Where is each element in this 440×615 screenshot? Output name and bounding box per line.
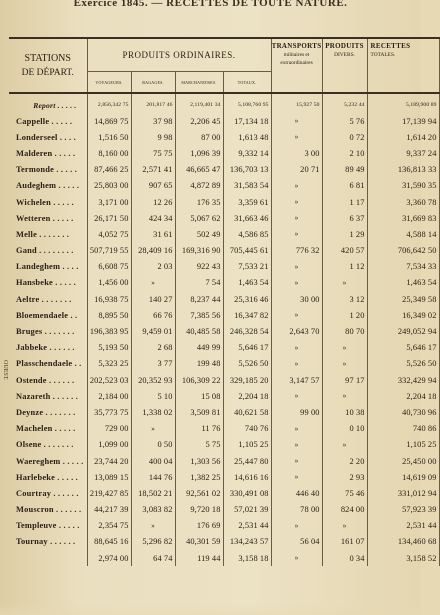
transports-cell: »	[271, 453, 322, 469]
station-cell: Olsene . . . . . . .	[9, 437, 87, 453]
station-cell: Harlebeke . . . . .	[9, 469, 87, 485]
marchandises-cell: 2,206 45	[175, 113, 223, 129]
marchandises-cell: 502 49	[175, 226, 223, 242]
totaux-cell: 330,491 08	[223, 485, 271, 501]
transports-header	[271, 38, 322, 93]
voyageurs-cell: 8,160 00	[87, 145, 131, 161]
bagages-cell: 140 27	[131, 291, 175, 307]
header-row-top	[9, 38, 439, 72]
recettes-cell: 25,450 00	[367, 453, 439, 469]
recettes-cell: 249,052 94	[367, 323, 439, 339]
divers-cell: »	[322, 356, 367, 372]
totaux-cell: 25,447 80	[223, 453, 271, 469]
totaux-cell: 136,703 13	[223, 162, 271, 178]
recettes-cell: 57,923 39	[367, 502, 439, 518]
totaux-cell: 246,328 54	[223, 323, 271, 339]
transports-cell: 20 71	[271, 162, 322, 178]
table-row	[9, 388, 439, 404]
totaux-cell: 329,185 20	[223, 372, 271, 388]
station-cell: Report . . . . .	[9, 93, 87, 113]
recettes-cell: 31,590 35	[367, 178, 439, 194]
voyageurs-cell: 25,803 00	[87, 178, 131, 194]
marchandises-cell: 119 44	[175, 550, 223, 566]
divers-cell: 0 34	[322, 550, 367, 566]
recettes-cell: 2,204 18	[367, 388, 439, 404]
bagages-cell: »	[131, 518, 175, 534]
marchandises-cell: 169,316 90	[175, 243, 223, 259]
table-row	[9, 145, 439, 161]
bagages-cell: 400 04	[131, 453, 175, 469]
marchandises-cell: 15 08	[175, 388, 223, 404]
divers-cell: 1 29	[322, 226, 367, 242]
totaux-cell: 16,347 82	[223, 307, 271, 323]
transports-header-title: TRANSPORTS	[271, 42, 322, 50]
voyageurs-cell: 87,466 25	[87, 162, 131, 178]
divers-cell: 6 37	[322, 210, 367, 226]
bagages-cell: 5 10	[131, 388, 175, 404]
divers-cell: »	[322, 437, 367, 453]
totaux-cell: 17,134 18	[223, 113, 271, 129]
divers-cell: 0 10	[322, 421, 367, 437]
divers-cell: 6 81	[322, 178, 367, 194]
divers-cell: »	[322, 340, 367, 356]
station-cell: Cappelle . . . . .	[9, 113, 87, 129]
table-row	[9, 243, 439, 259]
totaux-cell: 40,621 58	[223, 404, 271, 420]
marchandises-cell: 40,485 58	[175, 323, 223, 339]
bagages-cell: 18,502 21	[131, 485, 175, 501]
running-title: Exercice 1845. — RECETTES DE TOUTE NATURE.	[73, 0, 348, 9]
transports-cell: 446 40	[271, 485, 322, 501]
recettes-cell: 16,349 02	[367, 307, 439, 323]
transports-cell: »	[271, 129, 322, 145]
voyageurs-cell: 1,099 00	[87, 437, 131, 453]
transports-cell: 3 00	[271, 145, 322, 161]
ledger-rows	[9, 93, 439, 566]
bagages-cell: 66 76	[131, 307, 175, 323]
recettes-cell: 134,460 68	[367, 534, 439, 550]
table-row	[9, 534, 439, 550]
transports-cell: »	[271, 550, 322, 566]
recettes-cell: 31,669 83	[367, 210, 439, 226]
divers-cell: 5 76	[322, 113, 367, 129]
marchandises-header: MARCHANDISES.	[175, 72, 223, 94]
produits-ordinaires-header: PRODUITS ORDINAIRES.	[87, 38, 271, 72]
station-cell: Courtray . . . . . .	[9, 485, 87, 501]
table-row	[9, 469, 439, 485]
table-row	[9, 421, 439, 437]
receipts-table	[9, 37, 440, 566]
divers-cell: 0 72	[322, 129, 367, 145]
station-cell: Plasschendaele . .	[9, 356, 87, 372]
recettes-cell: 706,642 50	[367, 243, 439, 259]
marchandises-cell: 1,382 25	[175, 469, 223, 485]
recettes-cell: 9,337 24	[367, 145, 439, 161]
voyageurs-cell: 219,427 85	[87, 485, 131, 501]
bagages-cell: 1,338 02	[131, 404, 175, 420]
bagages-cell: 0 50	[131, 437, 175, 453]
station-cell: Templeuve . . . . .	[9, 518, 87, 534]
divers-cell: 2 93	[322, 469, 367, 485]
divers-cell: 420 57	[322, 243, 367, 259]
bagages-cell: »	[131, 275, 175, 291]
table-row	[9, 307, 439, 323]
table-row	[9, 129, 439, 145]
bagages-cell: »	[131, 421, 175, 437]
marchandises-cell: 8,237 44	[175, 291, 223, 307]
voyageurs-cell: 5,323 25	[87, 356, 131, 372]
voyageurs-cell: 507,719 55	[87, 243, 131, 259]
station-cell: Hansbeke . . . . .	[9, 275, 87, 291]
marchandises-cell: 92,561 02	[175, 485, 223, 501]
voyageurs-cell: 2,354 75	[87, 518, 131, 534]
marchandises-cell: 1,096 39	[175, 145, 223, 161]
station-cell: Waereghem . . . . .	[9, 453, 87, 469]
totaux-cell: 9,332 14	[223, 145, 271, 161]
totaux-cell: 14,616 16	[223, 469, 271, 485]
voyageurs-cell: 13,089 15	[87, 469, 131, 485]
transports-cell: 78 00	[271, 502, 322, 518]
bagages-cell: 28,409 16	[131, 243, 175, 259]
marchandises-cell: 46,665 47	[175, 162, 223, 178]
marchandises-cell: 176 35	[175, 194, 223, 210]
table-row	[9, 356, 439, 372]
totaux-cell: 7,533 21	[223, 259, 271, 275]
transports-cell: »	[271, 259, 322, 275]
station-cell: Jabbeke . . . . . .	[9, 340, 87, 356]
table-row	[9, 340, 439, 356]
voyageurs-cell: 26,171 50	[87, 210, 131, 226]
table-row	[9, 437, 439, 453]
bagages-cell: 31 61	[131, 226, 175, 242]
voyageurs-cell: 35,773 75	[87, 404, 131, 420]
marchandises-cell: 1,303 56	[175, 453, 223, 469]
totaux-cell: 3,158 18	[223, 550, 271, 566]
recettes-cell: 3,158 52	[367, 550, 439, 566]
divers-cell: 824 00	[322, 502, 367, 518]
voyageurs-header: VOYAGEURS.	[87, 72, 131, 94]
table-row	[9, 162, 439, 178]
bagages-cell: 37 98	[131, 113, 175, 129]
transports-cell: 776 32	[271, 243, 322, 259]
side-mark: OUEST.	[2, 360, 8, 381]
bagages-cell: 424 34	[131, 210, 175, 226]
bagages-cell: 3 77	[131, 356, 175, 372]
marchandises-cell: 87 00	[175, 129, 223, 145]
voyageurs-cell: 1,516 50	[87, 129, 131, 145]
bagages-cell: 2 03	[131, 259, 175, 275]
marchandises-cell: 3,509 81	[175, 404, 223, 420]
station-cell: Tournay . . . . . .	[9, 534, 87, 550]
transports-cell: »	[271, 437, 322, 453]
totaux-cell: 1,105 25	[223, 437, 271, 453]
recettes-cell: 14,619 09	[367, 469, 439, 485]
transports-cell: »	[271, 307, 322, 323]
transports-cell: 99 00	[271, 404, 322, 420]
voyageurs-cell: 4,052 75	[87, 226, 131, 242]
stations-header-line2: DE DÉPART.	[21, 67, 74, 78]
bagages-cell: 144 76	[131, 469, 175, 485]
recettes-cell: 331,012 94	[367, 485, 439, 501]
table-row	[9, 404, 439, 420]
transports-cell: »	[271, 210, 322, 226]
stations-header-line1: STATIONS	[24, 52, 71, 64]
divers-cell: 10 38	[322, 404, 367, 420]
recettes-cell: 740 86	[367, 421, 439, 437]
table-row	[9, 291, 439, 307]
transports-cell: »	[271, 356, 322, 372]
transports-cell: 3,147 57	[271, 372, 322, 388]
produits-divers-header	[322, 38, 367, 93]
station-cell: Gand . . . . . . . .	[9, 243, 87, 259]
station-cell: Wichelen . . . . .	[9, 194, 87, 210]
transports-cell: »	[271, 469, 322, 485]
totaux-cell: 5,646 17	[223, 340, 271, 356]
voyageurs-cell: 1,456 00	[87, 275, 131, 291]
totaux-cell: 2,204 18	[223, 388, 271, 404]
recettes-cell: 40,730 96	[367, 404, 439, 420]
voyageurs-cell: 3,171 00	[87, 194, 131, 210]
bagages-cell: 201,817 46	[131, 93, 175, 113]
voyageurs-cell: 16,938 75	[87, 291, 131, 307]
divers-cell: 1 17	[322, 194, 367, 210]
marchandises-cell: 5,067 62	[175, 210, 223, 226]
divers-cell: 3 12	[322, 291, 367, 307]
totaux-cell: 3,359 61	[223, 194, 271, 210]
recettes-cell: 332,429 94	[367, 372, 439, 388]
divers-cell: »	[322, 518, 367, 534]
station-cell: Bloemendaele . .	[9, 307, 87, 323]
recettes-cell: 5,526 50	[367, 356, 439, 372]
marchandises-cell: 11 76	[175, 421, 223, 437]
station-cell: Audeghem . . . . .	[9, 178, 87, 194]
bagages-cell: 2 68	[131, 340, 175, 356]
divers-cell: 1 20	[322, 307, 367, 323]
station-cell: Malderen . . . . .	[9, 145, 87, 161]
divers-cell: 2 20	[322, 453, 367, 469]
transports-cell: »	[271, 275, 322, 291]
voyageurs-cell: 2,974 00	[87, 550, 131, 566]
bagages-header: BAGAGES.	[131, 72, 175, 94]
totaux-cell: 5,526 50	[223, 356, 271, 372]
marchandises-cell: 5 75	[175, 437, 223, 453]
station-cell: Londerseel . . . .	[9, 129, 87, 145]
totaux-header: TOTAUX.	[223, 72, 271, 94]
recettes-header-sub: TOTALES.	[370, 52, 396, 58]
bagages-cell: 64 74	[131, 550, 175, 566]
station-cell: Termonde . . . . .	[9, 162, 87, 178]
table-row	[9, 550, 439, 566]
recettes-cell: 4,588 14	[367, 226, 439, 242]
voyageurs-cell: 202,523 03	[87, 372, 131, 388]
totaux-cell: 740 76	[223, 421, 271, 437]
bagages-cell: 9,459 01	[131, 323, 175, 339]
voyageurs-cell: 8,895 50	[87, 307, 131, 323]
table-row	[9, 226, 439, 242]
table-row	[9, 259, 439, 275]
divers-cell: 89 49	[322, 162, 367, 178]
totaux-cell: 5,108,760 95	[223, 93, 271, 113]
marchandises-cell: 199 48	[175, 356, 223, 372]
recettes-cell: 7,534 33	[367, 259, 439, 275]
totaux-cell: 134,243 57	[223, 534, 271, 550]
divers-cell: 75 46	[322, 485, 367, 501]
recettes-cell: 136,813 33	[367, 162, 439, 178]
station-cell: Ostende . . . . . .	[9, 372, 87, 388]
divers-cell: 5,232 44	[322, 93, 367, 113]
voyageurs-cell: 2,184 00	[87, 388, 131, 404]
recettes-header-title: RECETTES	[370, 42, 411, 50]
station-cell: Deynze . . . . . . .	[9, 404, 87, 420]
bagages-cell: 9 98	[131, 129, 175, 145]
divers-cell: »	[322, 388, 367, 404]
voyageurs-cell: 88,645 16	[87, 534, 131, 550]
marchandises-cell: 2,119,401 34	[175, 93, 223, 113]
voyageurs-cell: 5,193 50	[87, 340, 131, 356]
station-cell: Nazareth . . . . . .	[9, 388, 87, 404]
table-row	[9, 178, 439, 194]
table-row	[9, 485, 439, 501]
recettes-cell: 25,349 58	[367, 291, 439, 307]
station-cell: Landeghem . . . .	[9, 259, 87, 275]
marchandises-cell: 176 69	[175, 518, 223, 534]
voyageurs-cell: 2,856,342 75	[87, 93, 131, 113]
voyageurs-cell: 6,608 75	[87, 259, 131, 275]
table-row	[9, 275, 439, 291]
bagages-cell: 907 65	[131, 178, 175, 194]
marchandises-cell: 106,309 22	[175, 372, 223, 388]
voyageurs-cell: 23,744 20	[87, 453, 131, 469]
table-row	[9, 113, 439, 129]
station-cell: Aeltre . . . . . . .	[9, 291, 87, 307]
transports-cell: »	[271, 421, 322, 437]
bagages-cell: 20,352 93	[131, 372, 175, 388]
totaux-cell: 25,316 46	[223, 291, 271, 307]
table-row	[9, 93, 439, 113]
marchandises-cell: 449 99	[175, 340, 223, 356]
marchandises-cell: 9,720 18	[175, 502, 223, 518]
bagages-cell: 2,571 41	[131, 162, 175, 178]
recettes-cell: 5,646 17	[367, 340, 439, 356]
divers-cell: 161 07	[322, 534, 367, 550]
divers-cell: 97 17	[322, 372, 367, 388]
totaux-cell: 1,463 54	[223, 275, 271, 291]
station-cell: Bruges . . . . . . .	[9, 323, 87, 339]
recettes-cell: 5,189,900 89	[367, 93, 439, 113]
transports-cell: 56 04	[271, 534, 322, 550]
transports-cell: »	[271, 178, 322, 194]
marchandises-cell: 7 54	[175, 275, 223, 291]
recettes-cell: 1,105 25	[367, 437, 439, 453]
table-row	[9, 502, 439, 518]
bagages-cell: 12 26	[131, 194, 175, 210]
totaux-cell: 31,583 54	[223, 178, 271, 194]
transports-cell: »	[271, 340, 322, 356]
table-row	[9, 518, 439, 534]
totaux-cell: 705,445 61	[223, 243, 271, 259]
station-cell: Wetteren . . . . .	[9, 210, 87, 226]
marchandises-cell: 922 43	[175, 259, 223, 275]
totaux-cell: 4,586 85	[223, 226, 271, 242]
recettes-cell: 17,139 94	[367, 113, 439, 129]
voyageurs-cell: 729 00	[87, 421, 131, 437]
divers-cell: 1 12	[322, 259, 367, 275]
transports-cell: »	[271, 388, 322, 404]
recettes-cell: 1,614 20	[367, 129, 439, 145]
recettes-cell: 1,463 54	[367, 275, 439, 291]
marchandises-cell: 40,301 59	[175, 534, 223, 550]
recettes-header	[367, 38, 439, 93]
transports-cell: 2,643 70	[271, 323, 322, 339]
bagages-cell: 5,296 82	[131, 534, 175, 550]
voyageurs-cell: 14,869 75	[87, 113, 131, 129]
transports-cell: »	[271, 113, 322, 129]
divers-cell: »	[322, 275, 367, 291]
transports-header-sub: militaires et extraordinaires	[280, 52, 313, 66]
produits-divers-header-sub: DIVERS.	[334, 52, 355, 58]
totaux-cell: 31,663 46	[223, 210, 271, 226]
voyageurs-cell: 196,383 95	[87, 323, 131, 339]
table-row	[9, 372, 439, 388]
bagages-cell: 75 75	[131, 145, 175, 161]
transports-cell: »	[271, 226, 322, 242]
station-cell	[9, 550, 87, 566]
table-row	[9, 453, 439, 469]
totaux-cell: 57,021 39	[223, 502, 271, 518]
voyageurs-cell: 44,217 39	[87, 502, 131, 518]
transports-cell: 15,927 50	[271, 93, 322, 113]
totaux-cell: 1,613 48	[223, 129, 271, 145]
station-cell: Machelen . . . . .	[9, 421, 87, 437]
page-edge	[0, 603, 421, 615]
marchandises-cell: 7,385 56	[175, 307, 223, 323]
recettes-cell: 3,360 78	[367, 194, 439, 210]
transports-cell: »	[271, 518, 322, 534]
table-row	[9, 210, 439, 226]
divers-cell: 80 70	[322, 323, 367, 339]
station-cell: Mouscron . . . . . .	[9, 502, 87, 518]
table-row	[9, 194, 439, 210]
transports-cell: »	[271, 194, 322, 210]
bagages-cell: 3,083 82	[131, 502, 175, 518]
transports-cell: 30 00	[271, 291, 322, 307]
table-row	[9, 323, 439, 339]
divers-cell: 2 10	[322, 145, 367, 161]
marchandises-cell: 4,872 89	[175, 178, 223, 194]
recettes-cell: 2,531 44	[367, 518, 439, 534]
produits-divers-header-title: PRODUITS	[325, 42, 364, 50]
station-cell: Melle . . . . . . .	[9, 226, 87, 242]
stations-header	[9, 38, 87, 93]
totaux-cell: 2,531 44	[223, 518, 271, 534]
